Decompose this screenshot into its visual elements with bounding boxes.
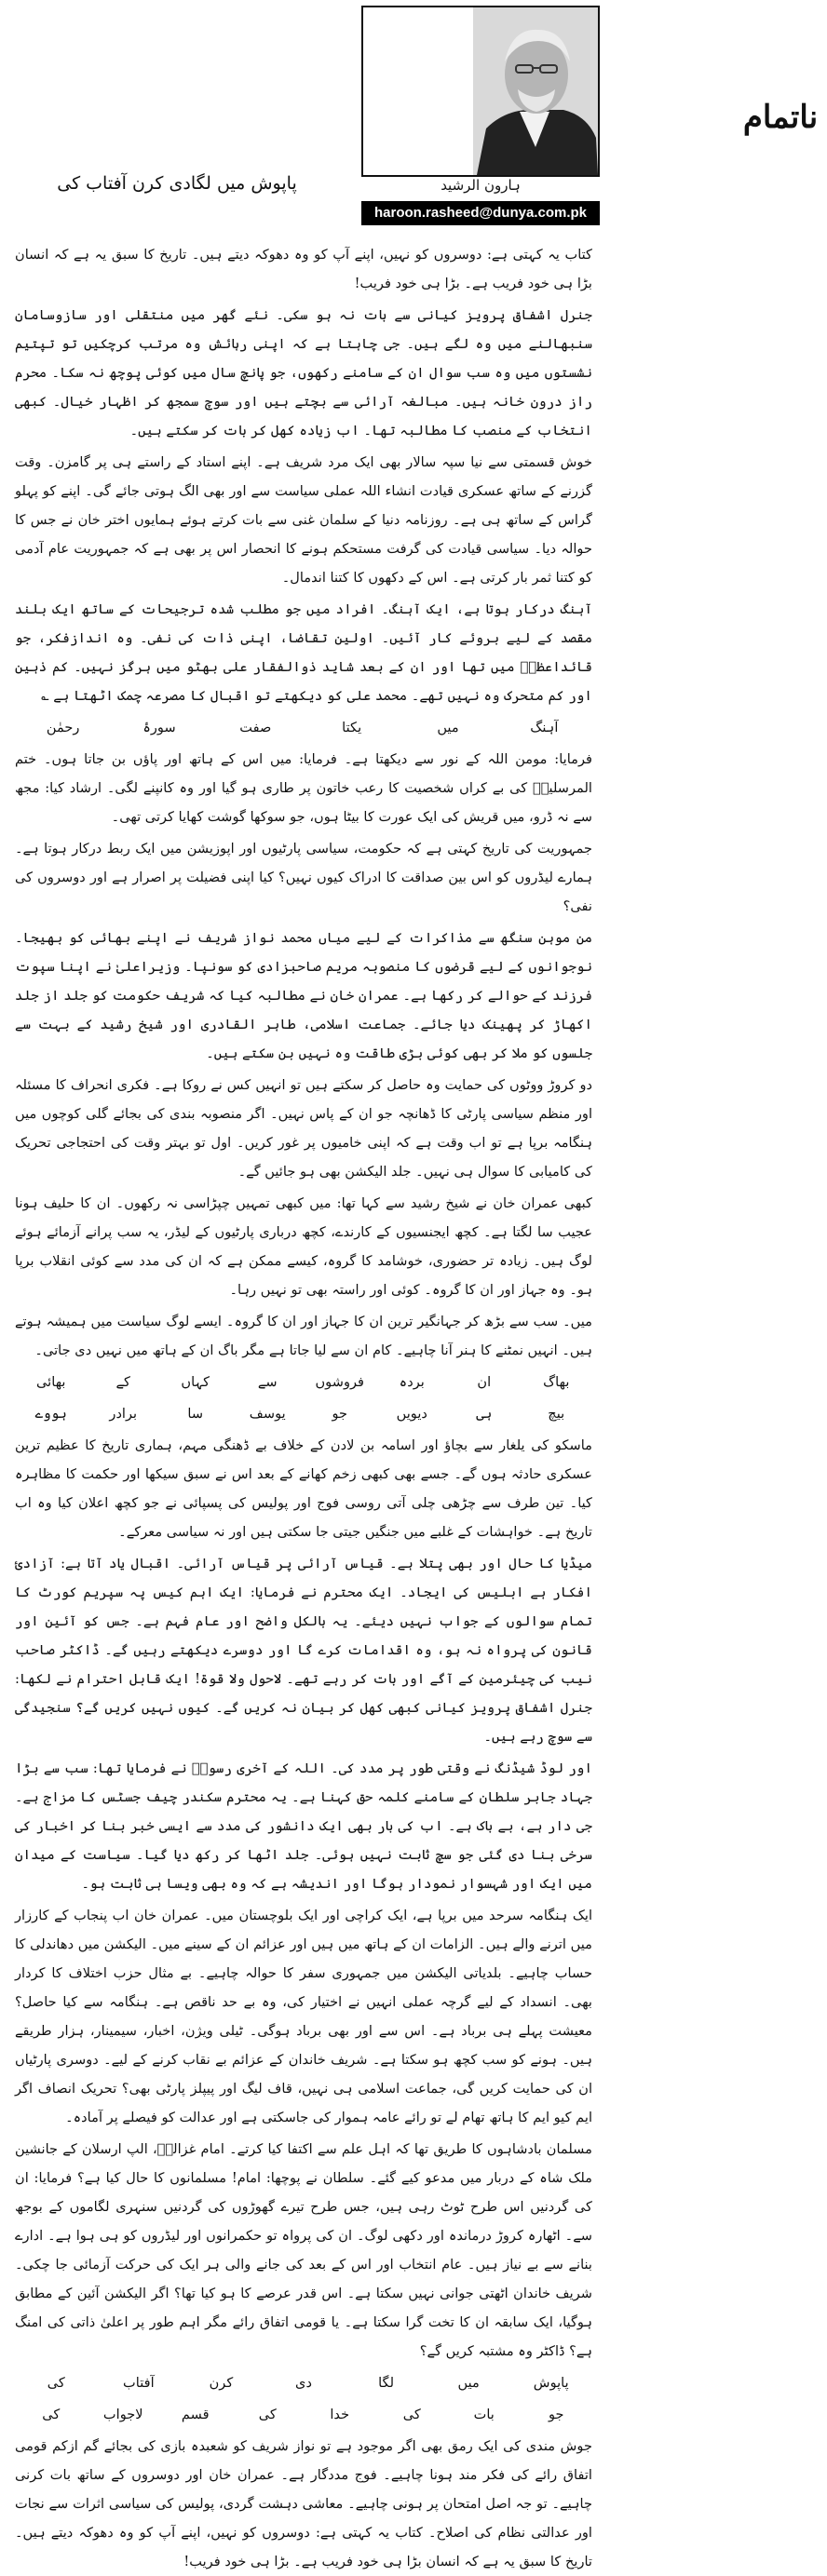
article-body — [15, 240, 592, 2569]
verse-word: کی — [258, 2407, 277, 2422]
author-portrait — [363, 7, 598, 175]
verse-word: آہنگ — [530, 720, 559, 735]
verse-word: دیویں — [396, 1406, 427, 1422]
verse-word: جو — [332, 1406, 348, 1422]
verse-word: کہاں — [181, 1374, 210, 1390]
verse-word: پاپوش — [533, 2375, 569, 2391]
paragraph: جنرل اشفاق پرویز کیانی سے بات نہ ہو سکی۔ نئے گھر میں منتقلی اور سازوسامان سنبھالنے میں وہ لگے ہیں۔ جی چاہتا ہے کہ اپنی رہائش وہ مرتب کرچکیں تو تپتیم نشستوں میں وہ سب سوال ان کے سامنے رکھوں، جو پانچ سال میں کوئی پوچھ نہ سکا۔ محرم راز درون خانہ ہیں۔ مبالغہ آرائی سے بچتے ہیں اور سوچ سمجھ کر اظہار خیال۔ کبھی انتخاب کے منصب کا مطالبہ تھا۔ اب زیادہ کھل کر بات کر سکتے ہیں۔ — [15, 307, 592, 438]
verse-word: دی — [295, 2375, 312, 2391]
paragraph: دو کروڑ ووٹوں کی حمایت وہ حاصل کر سکتے ہیں تو انہیں کس نے روکا ہے۔ فکری انحراف کا مسئلہ اور منظم سیاسی پارٹی کا ڈھانچہ جو ان کے پاس نہیں۔ اگر منصوبہ بندی کی بجائے گلی کوچوں میں ہنگامہ برپا ہے تو اب وقت ہے کہ اپنی خامیوں پر غور کریں۔ اول تو بہتر وقت کی احتجاجی تحریک کی کامیابی کا سوال ہی نہیں۔ جلد الیکشن بھی ہو جائیں گے۔ — [15, 1077, 592, 1180]
paragraph: جوش مندی کی ایک رمق بھی اگر موجود ہے تو نواز شریف کو شعبدہ بازی کی بجائے گم ازکم قومی اتفاق رائے کی فکر مند ہونا چاہیے۔ فوج مددگار ہے۔ عمران خان اور دوسروں کے ساتھ بات کرنی چاہیے۔ تو جہ اصل امتحان پر ہونی چاہیے۔ معاشی دہشت گردی، پولیس کی سیاسی اثرات سے نجات اور عدالتی نظام کی اصلاح۔ کتاب یہ کہتی ہے: دوسروں کو نہیں، اپنے آپ کو وہ دھوکہ دیتے ہیں۔ تاریخ کا سبق یہ ہے کہ انسان بڑا ہی خود فریب ہے۔ بڑا ہی خود فریب! — [15, 2438, 592, 2569]
paragraph: میڈیا کا حال اور بھی پتلا ہے۔ قیاس آرائی پر قیاس آرائی۔ اقبال یاد آتا ہے: آزادیٔ افکار ہے ابلیس کی ایجاد۔ ایک محترم نے فرمایا: ایک اہم کیس پہ سپریم کورٹ کا تمام سوالوں کے جواب نہیں دیئے۔ یہ بالکل واضح اور عام فہم ہے۔ جس کو آئین اور قانون کی پرواہ نہ ہو، وہ اقدامات کرے گا اور دوسرے دیکھتے رہیں گے۔ ڈاکٹر صاحب نیب کی چیئرمین کے آگے اور بات کر رہے تھے۔ لاحول ولا قوۃ! ایک قابل احترام نے لکھا: جنرل اشفاق پرویز کیانی کبھی کھل کر بیان نہ کریں گے۔ کیوں نہیں کریں گے؟ سنجیدگی سے سوچ رہے ہیں۔ — [15, 1556, 592, 1745]
paragraph: اور لوڈ شیڈنگ نے وقتی طور پر مدد کی۔ اللہ کے آخری رسولؐ نے فرمایا تھا: سب سے بڑا جہاد جابر سلطان کے سامنے کلمہ حق کہنا ہے۔ یہ محترم سکندر چیف جسٹس کا مزاج ہے۔ جی دار ہے، بے باک ہے۔ اب کی بار بھی ایک دانشور کی مدد سے ایسی خبر بنا کر اخبار کی سرخی بنا دی گئی جو سچ ثابت نہیں ہوئی۔ جلد اٹھا کر رکھ دیا گیا۔ سیاست کے میدان میں ایک اور شہسوار نمودار ہوگا اور اندیشہ ہے کہ وہ بھی ویسا ہی ثابت ہو۔ — [15, 1760, 592, 1892]
paragraph: کبھی عمران خان نے شیخ رشید سے کہا تھا: میں کبھی تمہیں چپڑاسی نہ رکھوں۔ ان کا حلیف ہونا عجیب سا لگتا ہے۔ کچھ ایجنسیوں کے کارندے، کچھ درباری پارٹیوں کے لیڈر، یہ سب پرانے آزمائے ہوئے لوگ ہیں۔ زیادہ تر حضوری، خوشامد کا گروہ، کیسے ممکن ہے کہ ان کی مدد سے کوئی انقلاب برپا ہو۔ وہ جہاز اور ان کا گروہ۔ کوئی اور راستہ بھی تو نہیں رہا۔ — [15, 1195, 592, 1298]
verse-word: کی — [42, 2407, 61, 2422]
paragraph: فرمایا: مومن اللہ کے نور سے دیکھتا ہے۔ فرمایا: میں اس کے ہاتھ اور پاؤں بن جاتا ہوں۔ ختم المرسلینؐ کی بے کراں شخصیت کا رعب خاتون پر طاری ہو گیا اور وہ کانپنے لگی۔ ارشاد کیا: مجھ سے نہ ڈرو، میں قریش کی ایک عورت کا بیٹا ہوں، جو سوکھا گوشت کھایا کرتی تھی۔ — [15, 751, 592, 825]
column-header — [0, 0, 819, 244]
verse-word: ان — [477, 1374, 492, 1390]
paragraph: کتاب یہ کہتی ہے: دوسروں کو نہیں، اپنے آپ کو وہ دھوکہ دیتے ہیں۔ تاریخ کا سبق یہ ہے کہ انسان بڑا ہی خود فریب ہے۔ بڑا ہی خود فریب! — [15, 247, 592, 291]
verse-word: یوسف — [249, 1406, 286, 1422]
paragraph: جمہوریت کی تاریخ کہتی ہے کہ حکومت، سیاسی پارٹیوں اور اپوزیشن میں ایک ربط درکار ہوتا ہے۔ ہمارے لیڈروں کو اس بین صداقت کا ادراک کیوں نہیں؟ کیا اپنی فضیلت پر اصرار ہے اور دوسروں کی نفی؟ — [15, 841, 592, 914]
verse-word: قسم — [181, 2407, 210, 2422]
verse-word: سا — [187, 1406, 204, 1422]
verse-word: آفتاب — [123, 2375, 155, 2391]
verse-line — [15, 713, 592, 742]
paragraph: ماسکو کی یلغار سے بچاؤ اور اسامہ بن لادن کے خلاف بے ڈھنگی مہم، ہماری تاریخ کا عظیم ترین عسکری حادثہ ہوں گے۔ جسے بھی کبھی زخم کھانے کے بعد اس نے سبق سیکھا اور حکمت کا مظاہرہ کیا۔ تین طرف سے چڑھی چلی آتی روسی فوج اور پولیس کی پسپائی نے جو کچھ اعلان کیا وہ اب تاریخ ہے۔ خواہشات کے غلبے میں جنگیں جیتی جا سکتی ہیں اور نہ سیاسی معرکے۔ — [15, 1437, 592, 1540]
verse-word: ہووے — [34, 1406, 67, 1422]
verse-word: یکتا — [342, 720, 362, 735]
verse-word: بات — [473, 2407, 495, 2422]
verse-word: سورۂ — [142, 720, 176, 735]
verse-word: کے — [115, 1374, 130, 1390]
verse-word: خدا — [330, 2407, 350, 2422]
verse-word: بیچ — [548, 1406, 565, 1422]
verse-word: برادر — [109, 1406, 138, 1422]
verse-word: کرن — [209, 2375, 234, 2391]
verse-word: میں — [457, 2375, 480, 2391]
verse-word: بردہ — [399, 1374, 425, 1390]
paragraph: مسلمان بادشاہوں کا طریق تھا کہ اہل علم سے اکتفا کیا کرتے۔ امام غزالیؒ، الپ ارسلان کے جانشین ملک شاہ کے دربار میں مدعو کیے گئے۔ سلطان نے پوچھا: امام! مسلمانوں کا حال کیا ہے؟ فرمایا: ان کی گردنیں اس طرح ٹوٹ رہی ہیں، جس طرح تیرے گھوڑوں کی گردنیں سنہری لگاموں کے بوجھ سے۔ اٹھارہ کروڑ درماندہ اور دکھی لوگ۔ ان کی پرواہ تو حکمرانوں اور لیڈروں کو ہی ہوا ہے۔ ادارے بنانے سے بے نیاز ہیں۔ عام انتخاب اور اس کے بعد کی جانے والی ہر ایک کی حرکت آزمائی جا چکی۔ شریف خاندان اٹھتی جوانی نہیں سکتا ہے۔ اس قدر عرصے کا ہو کیا تھا؟ اگر الیکشن آئین کے مطابق ہوگیا، ایک سابقہ ان کا تخت گرا سکتا ہے۔ یا قومی اتفاق رائے مگر اہم طور پر اعلیٰ ذاتی کی امنگ ہے؟ ڈاکٹر وہ مشتبہ کریں گے؟ — [15, 2141, 592, 2359]
headline: پاپوش میں لگادی کرن آفتاب کی — [57, 173, 297, 194]
verse-line — [15, 1368, 592, 1396]
verse-word: لگا — [378, 2375, 395, 2391]
verse-word: بھائی — [36, 1374, 66, 1390]
paragraph: خوش قسمتی سے نیا سپہ سالار بھی ایک مرد شریف ہے۔ اپنے استاد کے راستے ہی پر گامزن۔ وقت گزرنے کے ساتھ عسکری قیادت انشاء اللہ عملی سیاست سے اور بھی الگ ہوتی جائے گی۔ اپنے کو پہلو گراس کے ساتھ ہی ہے۔ روزنامہ دنیا کے سلمان غنی سے بات کرتے ہوئے ہمایوں اختر خان نے جس کا حوالہ دیا۔ سیاسی قیادت کی گرفت مستحکم ہونے کا انحصار اس پر بھی ہے کہ جمہوریت عام آدمی کو کتنا ثمر بار کرتی ہے۔ اس کے دکھوں کا کتنا اندمال۔ — [15, 454, 592, 586]
verse-word: کی — [47, 2375, 65, 2391]
author-email: haroon.rasheed@dunya.com.pk — [361, 201, 600, 225]
author-byline: ہارون الرشید — [441, 177, 521, 194]
column-logo: ناتمام — [742, 99, 819, 136]
verse-word: جو — [548, 2407, 564, 2422]
verse-line — [15, 2368, 592, 2397]
verse-line — [15, 2400, 592, 2429]
verse-word: ہی — [476, 1406, 493, 1422]
verse-word: رحمٰن — [46, 720, 80, 735]
verse-word: سے — [257, 1374, 278, 1390]
verse-word: لاجواب — [102, 2407, 143, 2422]
paragraph: ایک ہنگامہ سرحد میں برپا ہے، ایک کراچی اور ایک بلوچستان میں۔ عمران خان اب پنجاب کے کارزار میں اترنے والے ہیں۔ الزامات ان کے ہاتھ میں ہیں اور عزائم ان کے سینے میں۔ الیکشن میں دھاندلی کا حساب چاہیے۔ بلدیاتی الیکشن میں جمہوری سفر کا حوالہ چاہیے۔ بے مثال حزب اختلاف کا کردار بھی۔ انسداد کے لیے گرچہ عملی انہیں نے اختیار کی، وہ بے حد ناقص ہے۔ ہنگامہ سے کیا حاصل؟ معیشت پہلے ہی برباد ہے۔ اس سے اور بھی برباد ہوگی۔ ٹیلی ویژن، اخبار، سیمینار، ہزار طریقے ہیں۔ ہونے کو سب کچھ ہو سکتا ہے۔ شریف خاندان کے عزائم بے نقاب کرنے کے لیے۔ دوسری پارٹیاں ان کی حمایت کریں گی، جماعت اسلامی ہی نہیں، قاف لیگ اور پیپلز پارٹی بھی؟ تحریک انصاف اگر ایم کیو ایم کا ہاتھ تھام لے تو رائے عامہ ہموار کی جاسکتی ہے اور عدالت کو فیصلے پر آمادہ۔ — [15, 1908, 592, 2125]
verse-word: صفت — [239, 720, 272, 735]
verse-word: میں — [437, 720, 459, 735]
verse-word: کی — [402, 2407, 421, 2422]
verse-line — [15, 1399, 592, 1428]
paragraph: میں۔ سب سے بڑھ کر جہانگیر ترین ان کا جہاز اور ان کا گروہ۔ ایسے لوگ سیاست میں ہمیشہ ہوتے ہیں۔ انہیں نمٹنے کا ہنر آنا چاہیے۔ کام ان سے لیا جاتا ہے مگر باگ ان کے ہاتھ میں نہیں دی جاتی۔ — [15, 1314, 592, 1358]
paragraph: من موہن سنگھ سے مذاکرات کے لیے میاں محمد نواز شریف نے اپنے بھائی کو بھیجا۔ نوجوانوں کے لیے قرضوں کا منصوبہ مریم صاحبزادی کو سونپا۔ وزیراعلیٰ نے اپنا سپوت فرزند کے حوالے کر رکھا ہے۔ عمران خان نے مطالبہ کیا کہ شریف حکومت کو جلد از جلد اکھاڑ کر پھینک دیا جائے۔ جماعت اسلامی، طاہر القادری اور شیخ رشید کے بہت سے جلسوں کو ملا کر بھی کوئی بڑی طاقت وہ نہیں بن سکتے ہیں۔ — [15, 930, 592, 1061]
author-photo-box — [361, 6, 819, 177]
paragraph: آہنگ درکار ہوتا ہے، ایک آہنگ۔ افراد میں جو مطلب شدہ ترجیحات کے ساتھ ایک بلند مقصد کے لیے بروئے کار آئیں۔ اولین تقاضا، اپنی ذات کی نفی۔ وہ اندازفکر، جو قائداعظمؒ میں تھا اور ان کے بعد شاید ذوالفقار علی بھٹو میں ہرگز نہیں۔ کم ذہین اور کم متحرک وہ نہیں تھے۔ محمد علی کو دیکھتے تو اقبال کا مصرعہ چمک اٹھتا ہے ؎ — [15, 601, 592, 704]
verse-word: فروشوں — [315, 1374, 365, 1390]
verse-word: بھاگ — [543, 1374, 570, 1390]
